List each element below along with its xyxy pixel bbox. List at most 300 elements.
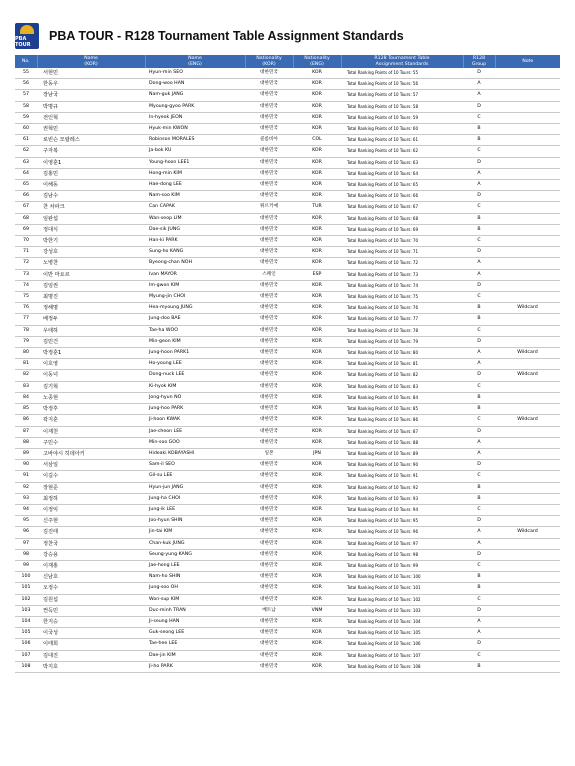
cell-nationality-eng: KOR xyxy=(293,527,341,538)
cell-nationality-eng: KOR xyxy=(293,236,341,247)
cell-name-kor: 김남수 xyxy=(37,191,145,202)
cell-name-eng: Ho-young LEE xyxy=(145,359,245,370)
column-header-line1: Name xyxy=(84,56,98,61)
cell-note xyxy=(495,90,560,101)
cell-note xyxy=(495,549,560,560)
table-row xyxy=(15,68,560,79)
cell-nationality-eng: KOR xyxy=(293,124,341,135)
table-row xyxy=(15,79,560,90)
cell-name-eng: Gil-su LEE xyxy=(145,471,245,482)
cell-group: D xyxy=(463,605,495,616)
cell-no: 86 xyxy=(15,415,37,426)
table-row xyxy=(15,370,560,381)
cell-nationality-kor: 대한민국 xyxy=(245,661,293,672)
table-row xyxy=(15,560,560,571)
cell-name-eng: Han-ki PARK xyxy=(145,236,245,247)
cell-group: B xyxy=(463,124,495,135)
cell-assignment-standard: Total Ranking Points of 10 Tours: 85 xyxy=(341,404,463,415)
cell-group: B xyxy=(463,404,495,415)
cell-name-kor: 노종현 xyxy=(37,392,145,403)
cell-group: C xyxy=(463,650,495,661)
cell-group: D xyxy=(463,516,495,527)
cell-note xyxy=(495,157,560,168)
column-header-line1: Name xyxy=(188,56,202,61)
cell-assignment-standard: Total Ranking Points of 10 Tours: 84 xyxy=(341,392,463,403)
cell-assignment-standard: Total Ranking Points of 10 Tours: 91 xyxy=(341,471,463,482)
table-row xyxy=(15,224,560,235)
cell-name-kor: 이태희 xyxy=(37,639,145,650)
cell-group: D xyxy=(463,157,495,168)
cell-group: B xyxy=(463,303,495,314)
pba-tour-logo xyxy=(15,23,39,49)
cell-group: A xyxy=(463,628,495,639)
cell-nationality-kor: 대한민국 xyxy=(245,348,293,359)
cell-name-eng: Can CAPAK xyxy=(145,202,245,213)
cell-group: C xyxy=(463,292,495,303)
table-row xyxy=(15,572,560,583)
cell-nationality-eng: KOR xyxy=(293,572,341,583)
table-row xyxy=(15,90,560,101)
assignment-table xyxy=(15,55,560,673)
column-header xyxy=(37,55,145,68)
cell-group: B xyxy=(463,493,495,504)
cell-no: 62 xyxy=(15,146,37,157)
cell-note: Wildcard xyxy=(495,348,560,359)
cell-assignment-standard: Total Ranking Points of 10 Tours: 108 xyxy=(341,661,463,672)
cell-name-eng: Hae-dong LEE xyxy=(145,180,245,191)
cell-name-kor: 박정훈1 xyxy=(37,348,145,359)
cell-no: 108 xyxy=(15,661,37,672)
column-header xyxy=(15,55,37,68)
cell-note xyxy=(495,359,560,370)
cell-group: A xyxy=(463,258,495,269)
cell-name-eng: Jung-doo BAE xyxy=(145,314,245,325)
cell-name-kor: 임완섭 xyxy=(37,213,145,224)
cell-note xyxy=(495,460,560,471)
table-body xyxy=(15,68,560,672)
cell-nationality-kor: 대한민국 xyxy=(245,616,293,627)
cell-no: 85 xyxy=(15,404,37,415)
cell-assignment-standard: Total Ranking Points of 10 Tours: 65 xyxy=(341,180,463,191)
cell-assignment-standard: Total Ranking Points of 10 Tours: 94 xyxy=(341,504,463,515)
cell-note xyxy=(495,594,560,605)
cell-nationality-kor: 대한민국 xyxy=(245,437,293,448)
cell-note xyxy=(495,146,560,157)
table-row xyxy=(15,292,560,303)
cell-group: A xyxy=(463,79,495,90)
cell-group: C xyxy=(463,381,495,392)
cell-name-eng: Hideaki KOBAYASHI xyxy=(145,448,245,459)
cell-name-eng: Sam-il SEO xyxy=(145,460,245,471)
cell-nationality-kor: 튀르키예 xyxy=(245,202,293,213)
cell-no: 93 xyxy=(15,493,37,504)
cell-name-kor: 박지호 xyxy=(37,661,145,672)
cell-nationality-kor: 대한민국 xyxy=(245,247,293,258)
cell-assignment-standard: Total Ranking Points of 10 Tours: 61 xyxy=(341,135,463,146)
cell-no: 79 xyxy=(15,336,37,347)
cell-name-eng: Dae-jin KIM xyxy=(145,650,245,661)
table-header xyxy=(15,55,560,68)
cell-name-eng: Jong-hyun NO xyxy=(145,392,245,403)
cell-name-eng: In-hyeok JEON xyxy=(145,112,245,123)
cell-nationality-eng: KOR xyxy=(293,101,341,112)
cell-assignment-standard: Total Ranking Points of 10 Tours: 74 xyxy=(341,280,463,291)
cell-note xyxy=(495,280,560,291)
cell-no: 68 xyxy=(15,213,37,224)
cell-no: 106 xyxy=(15,639,37,650)
cell-assignment-standard: Total Ranking Points of 10 Tours: 72 xyxy=(341,258,463,269)
cell-nationality-eng: KOR xyxy=(293,628,341,639)
cell-group: C xyxy=(463,471,495,482)
cell-no: 81 xyxy=(15,359,37,370)
cell-assignment-standard: Total Ranking Points of 10 Tours: 82 xyxy=(341,370,463,381)
table-row xyxy=(15,157,560,168)
column-header xyxy=(293,55,341,68)
cell-name-eng: Dong-nuck LEE xyxy=(145,370,245,381)
cell-no: 66 xyxy=(15,191,37,202)
cell-group: D xyxy=(463,280,495,291)
cell-name-kor: 최정하 xyxy=(37,493,145,504)
table-row xyxy=(15,404,560,415)
table-row xyxy=(15,280,560,291)
cell-nationality-eng: KOR xyxy=(293,538,341,549)
cell-nationality-eng: KOR xyxy=(293,381,341,392)
cell-nationality-eng: KOR xyxy=(293,650,341,661)
cell-note xyxy=(495,224,560,235)
cell-name-eng: Hyuk-min KWON xyxy=(145,124,245,135)
cell-nationality-kor: 대한민국 xyxy=(245,90,293,101)
table-row xyxy=(15,616,560,627)
cell-nationality-kor: 대한민국 xyxy=(245,236,293,247)
cell-nationality-kor: 대한민국 xyxy=(245,101,293,112)
cell-nationality-eng: KOR xyxy=(293,314,341,325)
cell-name-eng: Seung-yung KANG xyxy=(145,549,245,560)
cell-name-kor: 한동우 xyxy=(37,79,145,90)
cell-nationality-kor: 대한민국 xyxy=(245,415,293,426)
cell-group: C xyxy=(463,415,495,426)
cell-nationality-kor: 대한민국 xyxy=(245,224,293,235)
cell-assignment-standard: Total Ranking Points of 10 Tours: 88 xyxy=(341,437,463,448)
cell-note xyxy=(495,661,560,672)
cell-no: 80 xyxy=(15,348,37,359)
cell-assignment-standard: Total Ranking Points of 10 Tours: 60 xyxy=(341,124,463,135)
cell-nationality-eng: KOR xyxy=(293,280,341,291)
cell-nationality-eng: KOR xyxy=(293,336,341,347)
cell-name-kor: 구자복 xyxy=(37,146,145,157)
cell-name-kor: 이재천 xyxy=(37,426,145,437)
cell-nationality-eng: KOR xyxy=(293,146,341,157)
cell-nationality-kor: 대한민국 xyxy=(245,493,293,504)
logo-mark xyxy=(20,25,34,34)
cell-nationality-kor: 대한민국 xyxy=(245,370,293,381)
cell-nationality-eng: KOR xyxy=(293,180,341,191)
cell-no: 56 xyxy=(15,79,37,90)
cell-nationality-eng: KOR xyxy=(293,68,341,79)
cell-group: A xyxy=(463,348,495,359)
cell-nationality-kor: 대한민국 xyxy=(245,504,293,515)
cell-name-eng: Dong-woo HAN xyxy=(145,79,245,90)
cell-nationality-eng: KOR xyxy=(293,404,341,415)
table-header-row xyxy=(15,55,560,68)
cell-nationality-eng: KOR xyxy=(293,437,341,448)
cell-name-eng: Sung-ho KANG xyxy=(145,247,245,258)
cell-nationality-eng: KOR xyxy=(293,247,341,258)
cell-no: 64 xyxy=(15,168,37,179)
cell-name-eng: Joo-hyun SHIN xyxy=(145,516,245,527)
cell-nationality-kor: 대한민국 xyxy=(245,168,293,179)
cell-nationality-kor: 대한민국 xyxy=(245,392,293,403)
cell-nationality-eng: COL xyxy=(293,135,341,146)
column-header xyxy=(341,55,463,68)
table-row xyxy=(15,314,560,325)
cell-name-kor: 이반 마요르 xyxy=(37,269,145,280)
cell-note xyxy=(495,404,560,415)
table-row xyxy=(15,124,560,135)
cell-name-kor: 김대진 xyxy=(37,650,145,661)
cell-note xyxy=(495,68,560,79)
cell-note xyxy=(495,292,560,303)
cell-name-eng: Jung-ha CHOI xyxy=(145,493,245,504)
cell-nationality-kor: 대한민국 xyxy=(245,292,293,303)
cell-assignment-standard: Total Ranking Points of 10 Tours: 86 xyxy=(341,415,463,426)
cell-nationality-eng: KOR xyxy=(293,616,341,627)
table-row xyxy=(15,437,560,448)
cell-nationality-kor: 대한민국 xyxy=(245,639,293,650)
cell-group: C xyxy=(463,325,495,336)
cell-group: C xyxy=(463,560,495,571)
cell-note xyxy=(495,516,560,527)
cell-no: 101 xyxy=(15,583,37,594)
cell-assignment-standard: Total Ranking Points of 10 Tours: 95 xyxy=(341,516,463,527)
cell-name-kor: 이해동 xyxy=(37,180,145,191)
cell-group: B xyxy=(463,224,495,235)
table-row xyxy=(15,180,560,191)
cell-name-eng: Im-gwon KIM xyxy=(145,280,245,291)
cell-name-kor: 서삼일 xyxy=(37,460,145,471)
cell-note xyxy=(495,639,560,650)
table-row xyxy=(15,191,560,202)
cell-name-eng: Tae-hee LEE xyxy=(145,639,245,650)
cell-no: 76 xyxy=(15,303,37,314)
cell-group: B xyxy=(463,213,495,224)
cell-assignment-standard: Total Ranking Points of 10 Tours: 105 xyxy=(341,628,463,639)
table-row xyxy=(15,549,560,560)
cell-name-eng: Ji-hoon KWAK xyxy=(145,415,245,426)
cell-nationality-kor: 대한민국 xyxy=(245,482,293,493)
column-header-line1: Nationality xyxy=(256,56,282,61)
cell-name-eng: Guk-seong LEE xyxy=(145,628,245,639)
cell-nationality-eng: KOR xyxy=(293,224,341,235)
cell-assignment-standard: Total Ranking Points of 10 Tours: 87 xyxy=(341,426,463,437)
cell-nationality-eng: KOR xyxy=(293,482,341,493)
table-row xyxy=(15,269,560,280)
cell-name-eng: Hyun-jun JANG xyxy=(145,482,245,493)
table-row xyxy=(15,135,560,146)
cell-name-eng: Dae-sik JUNG xyxy=(145,224,245,235)
cell-nationality-kor: 대한민국 xyxy=(245,381,293,392)
cell-name-kor: 박한기 xyxy=(37,236,145,247)
cell-no: 55 xyxy=(15,68,37,79)
cell-name-kor: 김홍민 xyxy=(37,168,145,179)
cell-name-eng: Nam-ho SHIN xyxy=(145,572,245,583)
cell-assignment-standard: Total Ranking Points of 10 Tours: 104 xyxy=(341,616,463,627)
cell-note xyxy=(495,202,560,213)
cell-no: 74 xyxy=(15,280,37,291)
cell-name-kor: 박정후 xyxy=(37,404,145,415)
cell-nationality-kor: 스페인 xyxy=(245,269,293,280)
cell-group: C xyxy=(463,146,495,157)
cell-no: 100 xyxy=(15,572,37,583)
cell-no: 89 xyxy=(15,448,37,459)
cell-group: B xyxy=(463,482,495,493)
cell-assignment-standard: Total Ranking Points of 10 Tours: 58 xyxy=(341,101,463,112)
cell-name-kor: 장현준 xyxy=(37,482,145,493)
cell-name-eng: Hyun-min SEO xyxy=(145,68,245,79)
table-row xyxy=(15,247,560,258)
logo-text: PBA TOUR xyxy=(15,35,31,48)
cell-name-kor: 김민건 xyxy=(37,336,145,347)
document-header xyxy=(15,20,560,52)
cell-name-kor: 로빈슨 모랄레스 xyxy=(37,135,145,146)
cell-nationality-eng: KOR xyxy=(293,90,341,101)
column-header-line1: R128 xyxy=(472,56,486,61)
table-row xyxy=(15,415,560,426)
cell-nationality-eng: KOR xyxy=(293,213,341,224)
cell-name-eng: Ja-bok KU xyxy=(145,146,245,157)
cell-assignment-standard: Total Ranking Points of 10 Tours: 107 xyxy=(341,650,463,661)
cell-assignment-standard: Total Ranking Points of 10 Tours: 90 xyxy=(341,460,463,471)
cell-nationality-kor: 대한민국 xyxy=(245,314,293,325)
cell-nationality-kor: 대한민국 xyxy=(245,258,293,269)
cell-no: 82 xyxy=(15,370,37,381)
cell-nationality-kor: 대한민국 xyxy=(245,336,293,347)
cell-name-eng: Jung-soo OH xyxy=(145,583,245,594)
cell-nationality-kor: 대한민국 xyxy=(245,112,293,123)
table-row xyxy=(15,236,560,247)
cell-name-eng: Chan-kuk JUNG xyxy=(145,538,245,549)
table-row xyxy=(15,381,560,392)
cell-note xyxy=(495,392,560,403)
table-row xyxy=(15,471,560,482)
cell-no: 75 xyxy=(15,292,37,303)
cell-name-eng: Wan-seop LIM xyxy=(145,213,245,224)
cell-name-kor: 오정수 xyxy=(37,583,145,594)
cell-name-kor: 이길수 xyxy=(37,471,145,482)
cell-note xyxy=(495,583,560,594)
cell-nationality-eng: KOR xyxy=(293,583,341,594)
cell-name-eng: Duc-minh TRAN xyxy=(145,605,245,616)
cell-assignment-standard: Total Ranking Points of 10 Tours: 75 xyxy=(341,292,463,303)
cell-name-kor: 곽지훈 xyxy=(37,415,145,426)
table-row xyxy=(15,527,560,538)
cell-no: 102 xyxy=(15,594,37,605)
cell-note xyxy=(495,650,560,661)
cell-nationality-eng: KOR xyxy=(293,191,341,202)
cell-name-eng: Jin-tai KIM xyxy=(145,527,245,538)
cell-assignment-standard: Total Ranking Points of 10 Tours: 62 xyxy=(341,146,463,157)
cell-assignment-standard: Total Ranking Points of 10 Tours: 76 xyxy=(341,303,463,314)
cell-no: 84 xyxy=(15,392,37,403)
cell-assignment-standard: Total Ranking Points of 10 Tours: 106 xyxy=(341,639,463,650)
cell-no: 59 xyxy=(15,112,37,123)
cell-nationality-eng: KOR xyxy=(293,549,341,560)
cell-assignment-standard: Total Ranking Points of 10 Tours: 79 xyxy=(341,336,463,347)
cell-no: 69 xyxy=(15,224,37,235)
cell-name-kor: 이동넉 xyxy=(37,370,145,381)
cell-assignment-standard: Total Ranking Points of 10 Tours: 81 xyxy=(341,359,463,370)
cell-nationality-kor: 콜롬비아 xyxy=(245,135,293,146)
cell-note xyxy=(495,482,560,493)
table-row xyxy=(15,258,560,269)
column-header-line1: Nationality xyxy=(304,56,330,61)
cell-nationality-kor: 대한민국 xyxy=(245,572,293,583)
cell-name-eng: Myung-jin CHOI xyxy=(145,292,245,303)
cell-nationality-kor: 대한민국 xyxy=(245,280,293,291)
table-row xyxy=(15,303,560,314)
cell-nationality-kor: 대한민국 xyxy=(245,594,293,605)
cell-nationality-kor: 대한민국 xyxy=(245,471,293,482)
cell-nationality-eng: TUR xyxy=(293,202,341,213)
cell-nationality-eng: KOR xyxy=(293,426,341,437)
cell-name-kor: 찬 차파크 xyxy=(37,202,145,213)
cell-group: D xyxy=(463,336,495,347)
cell-name-kor: 정해명 xyxy=(37,303,145,314)
cell-name-kor: 최명진 xyxy=(37,292,145,303)
cell-note xyxy=(495,101,560,112)
cell-note xyxy=(495,336,560,347)
cell-group: A xyxy=(463,269,495,280)
cell-no: 97 xyxy=(15,538,37,549)
table-row xyxy=(15,448,560,459)
cell-note xyxy=(495,538,560,549)
cell-no: 65 xyxy=(15,180,37,191)
cell-assignment-standard: Total Ranking Points of 10 Tours: 83 xyxy=(341,381,463,392)
cell-note xyxy=(495,426,560,437)
cell-assignment-standard: Total Ranking Points of 10 Tours: 70 xyxy=(341,236,463,247)
cell-name-eng: Young-hoon LEE1 xyxy=(145,157,245,168)
cell-note xyxy=(495,191,560,202)
cell-name-kor: 이재홍 xyxy=(37,560,145,571)
cell-name-eng: Ivan MAYOR xyxy=(145,269,245,280)
cell-group: D xyxy=(463,191,495,202)
cell-no: 103 xyxy=(15,605,37,616)
cell-name-kor: 장남국 xyxy=(37,90,145,101)
cell-note: Wildcard xyxy=(495,527,560,538)
cell-note xyxy=(495,112,560,123)
cell-no: 105 xyxy=(15,628,37,639)
cell-nationality-eng: KOR xyxy=(293,325,341,336)
cell-nationality-eng: KOR xyxy=(293,661,341,672)
cell-assignment-standard: Total Ranking Points of 10 Tours: 71 xyxy=(341,247,463,258)
cell-no: 77 xyxy=(15,314,37,325)
cell-nationality-eng: KOR xyxy=(293,303,341,314)
cell-nationality-kor: 대한민국 xyxy=(245,213,293,224)
table-row xyxy=(15,493,560,504)
table-row xyxy=(15,325,560,336)
cell-nationality-kor: 대한민국 xyxy=(245,560,293,571)
table-row xyxy=(15,392,560,403)
cell-note: Wildcard xyxy=(495,415,560,426)
cell-nationality-kor: 대한민국 xyxy=(245,460,293,471)
cell-name-kor: 이국성 xyxy=(37,628,145,639)
column-header xyxy=(245,55,293,68)
cell-note: Wildcard xyxy=(495,303,560,314)
cell-name-kor: 구민수 xyxy=(37,437,145,448)
cell-note xyxy=(495,124,560,135)
cell-nationality-kor: 대한민국 xyxy=(245,68,293,79)
cell-note xyxy=(495,135,560,146)
cell-name-kor: 김임권 xyxy=(37,280,145,291)
